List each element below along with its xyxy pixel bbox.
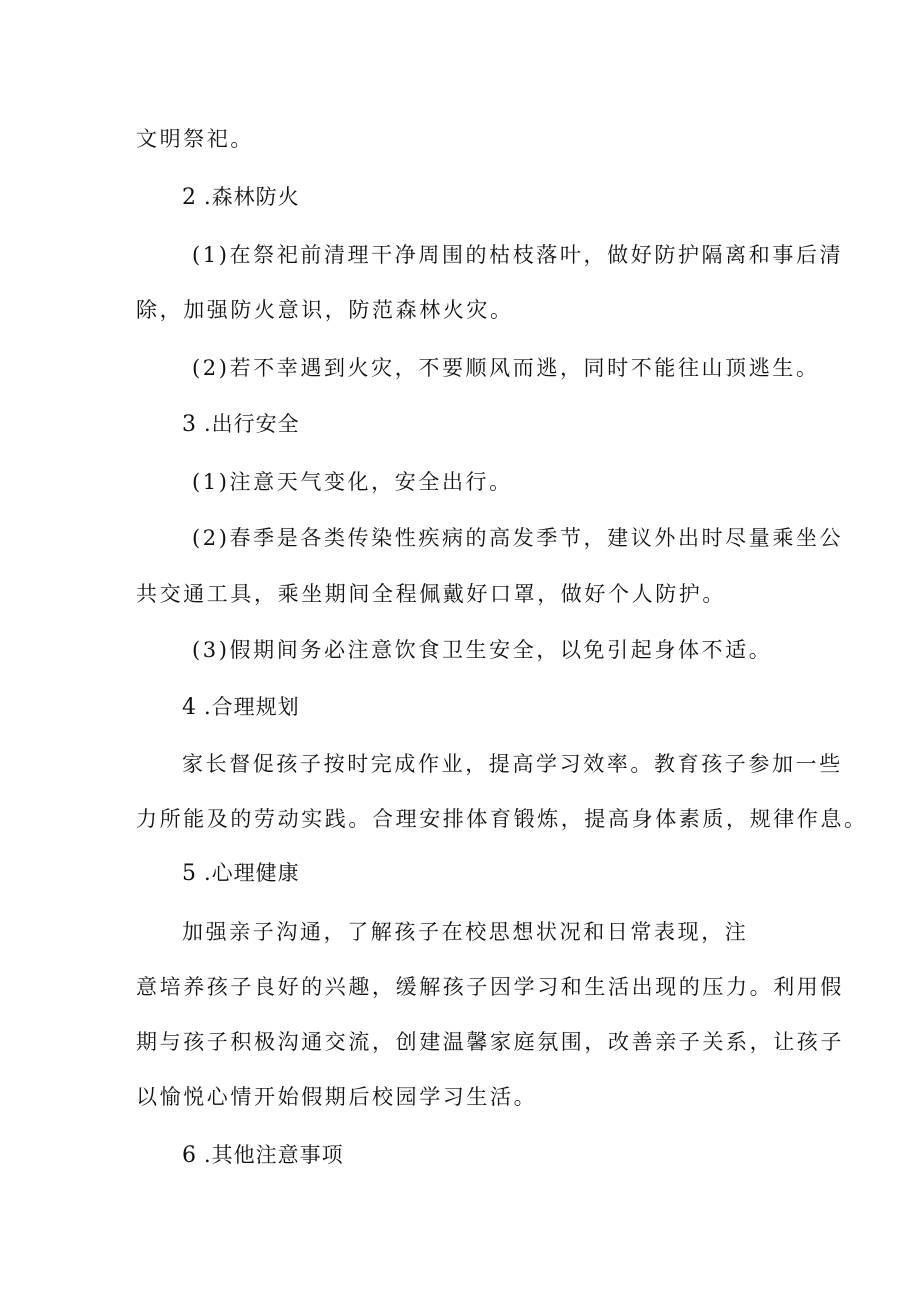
paragraph-line: 期与孩子积极沟通交流，创建温馨家庭氛围，改善亲子关系，让孩子 bbox=[136, 1030, 844, 1054]
section-title: .心理健康 bbox=[204, 861, 300, 885]
list-item bbox=[192, 523, 843, 553]
paragraph-line: 文明祭祀。 bbox=[136, 127, 254, 151]
section-number: 2 bbox=[182, 185, 199, 210]
paragraph-line: 共交通工具，乘坐期间全程佩戴好口罩，做好个人防护。 bbox=[136, 582, 726, 606]
item-marker: (1) bbox=[192, 470, 230, 494]
section-number: 4 bbox=[182, 695, 199, 720]
item-text: 在祭祀前清理干净周围的枯枝落叶，做好防护隔离和事后清 bbox=[229, 243, 844, 267]
item-text: 注意天气变化，安全出行。 bbox=[229, 470, 513, 494]
section-heading bbox=[182, 1140, 344, 1171]
section-heading bbox=[182, 182, 300, 213]
paragraph-line: 家长督促孩子按时完成作业，提高学习效率。教育孩子参加一些 bbox=[182, 752, 843, 776]
section-heading bbox=[182, 409, 300, 440]
list-item bbox=[192, 240, 843, 270]
item-text: 假期间务必注意饮食卫生安全，以免引起身体不适。 bbox=[229, 638, 773, 662]
section-number: 5 bbox=[182, 861, 199, 886]
item-marker: (3) bbox=[192, 638, 230, 662]
paragraph-line: 以愉悦心情开始假期后校园学习生活。 bbox=[136, 1085, 538, 1109]
list-item bbox=[192, 353, 820, 383]
section-heading bbox=[182, 858, 300, 889]
section-title: .森林防火 bbox=[204, 185, 300, 209]
paragraph-line: 意培养孩子良好的兴趣，缓解孩子因学习和生活出现的压力。利用假 bbox=[136, 975, 844, 999]
item-marker: (2) bbox=[192, 526, 230, 550]
section-number: 3 bbox=[182, 412, 199, 437]
list-item bbox=[192, 635, 772, 665]
paragraph-line: 力所能及的劳动实践。合理安排体育锻炼，提高身体素质，规律作息。 bbox=[136, 807, 868, 831]
item-marker: (1) bbox=[192, 243, 230, 267]
section-title: .出行安全 bbox=[204, 412, 300, 436]
paragraph-line: 加强亲子沟通，了解孩子在校思想状况和日常表现，注 bbox=[182, 920, 749, 944]
item-marker: (2) bbox=[192, 356, 230, 380]
list-item bbox=[192, 467, 513, 497]
item-text: 春季是各类传染性疾病的高发季节，建议外出时尽量乘坐公 bbox=[229, 526, 844, 550]
paragraph-line: 除，加强防火意识，防范森林火灾。 bbox=[136, 298, 514, 322]
section-title: .合理规划 bbox=[204, 695, 300, 719]
item-text: 若不幸遇到火灾，不要顺风而逃，同时不能往山顶逃生。 bbox=[229, 356, 820, 380]
section-title: .其他注意事项 bbox=[204, 1143, 344, 1167]
section-number: 6 bbox=[182, 1143, 199, 1168]
section-heading bbox=[182, 692, 300, 723]
